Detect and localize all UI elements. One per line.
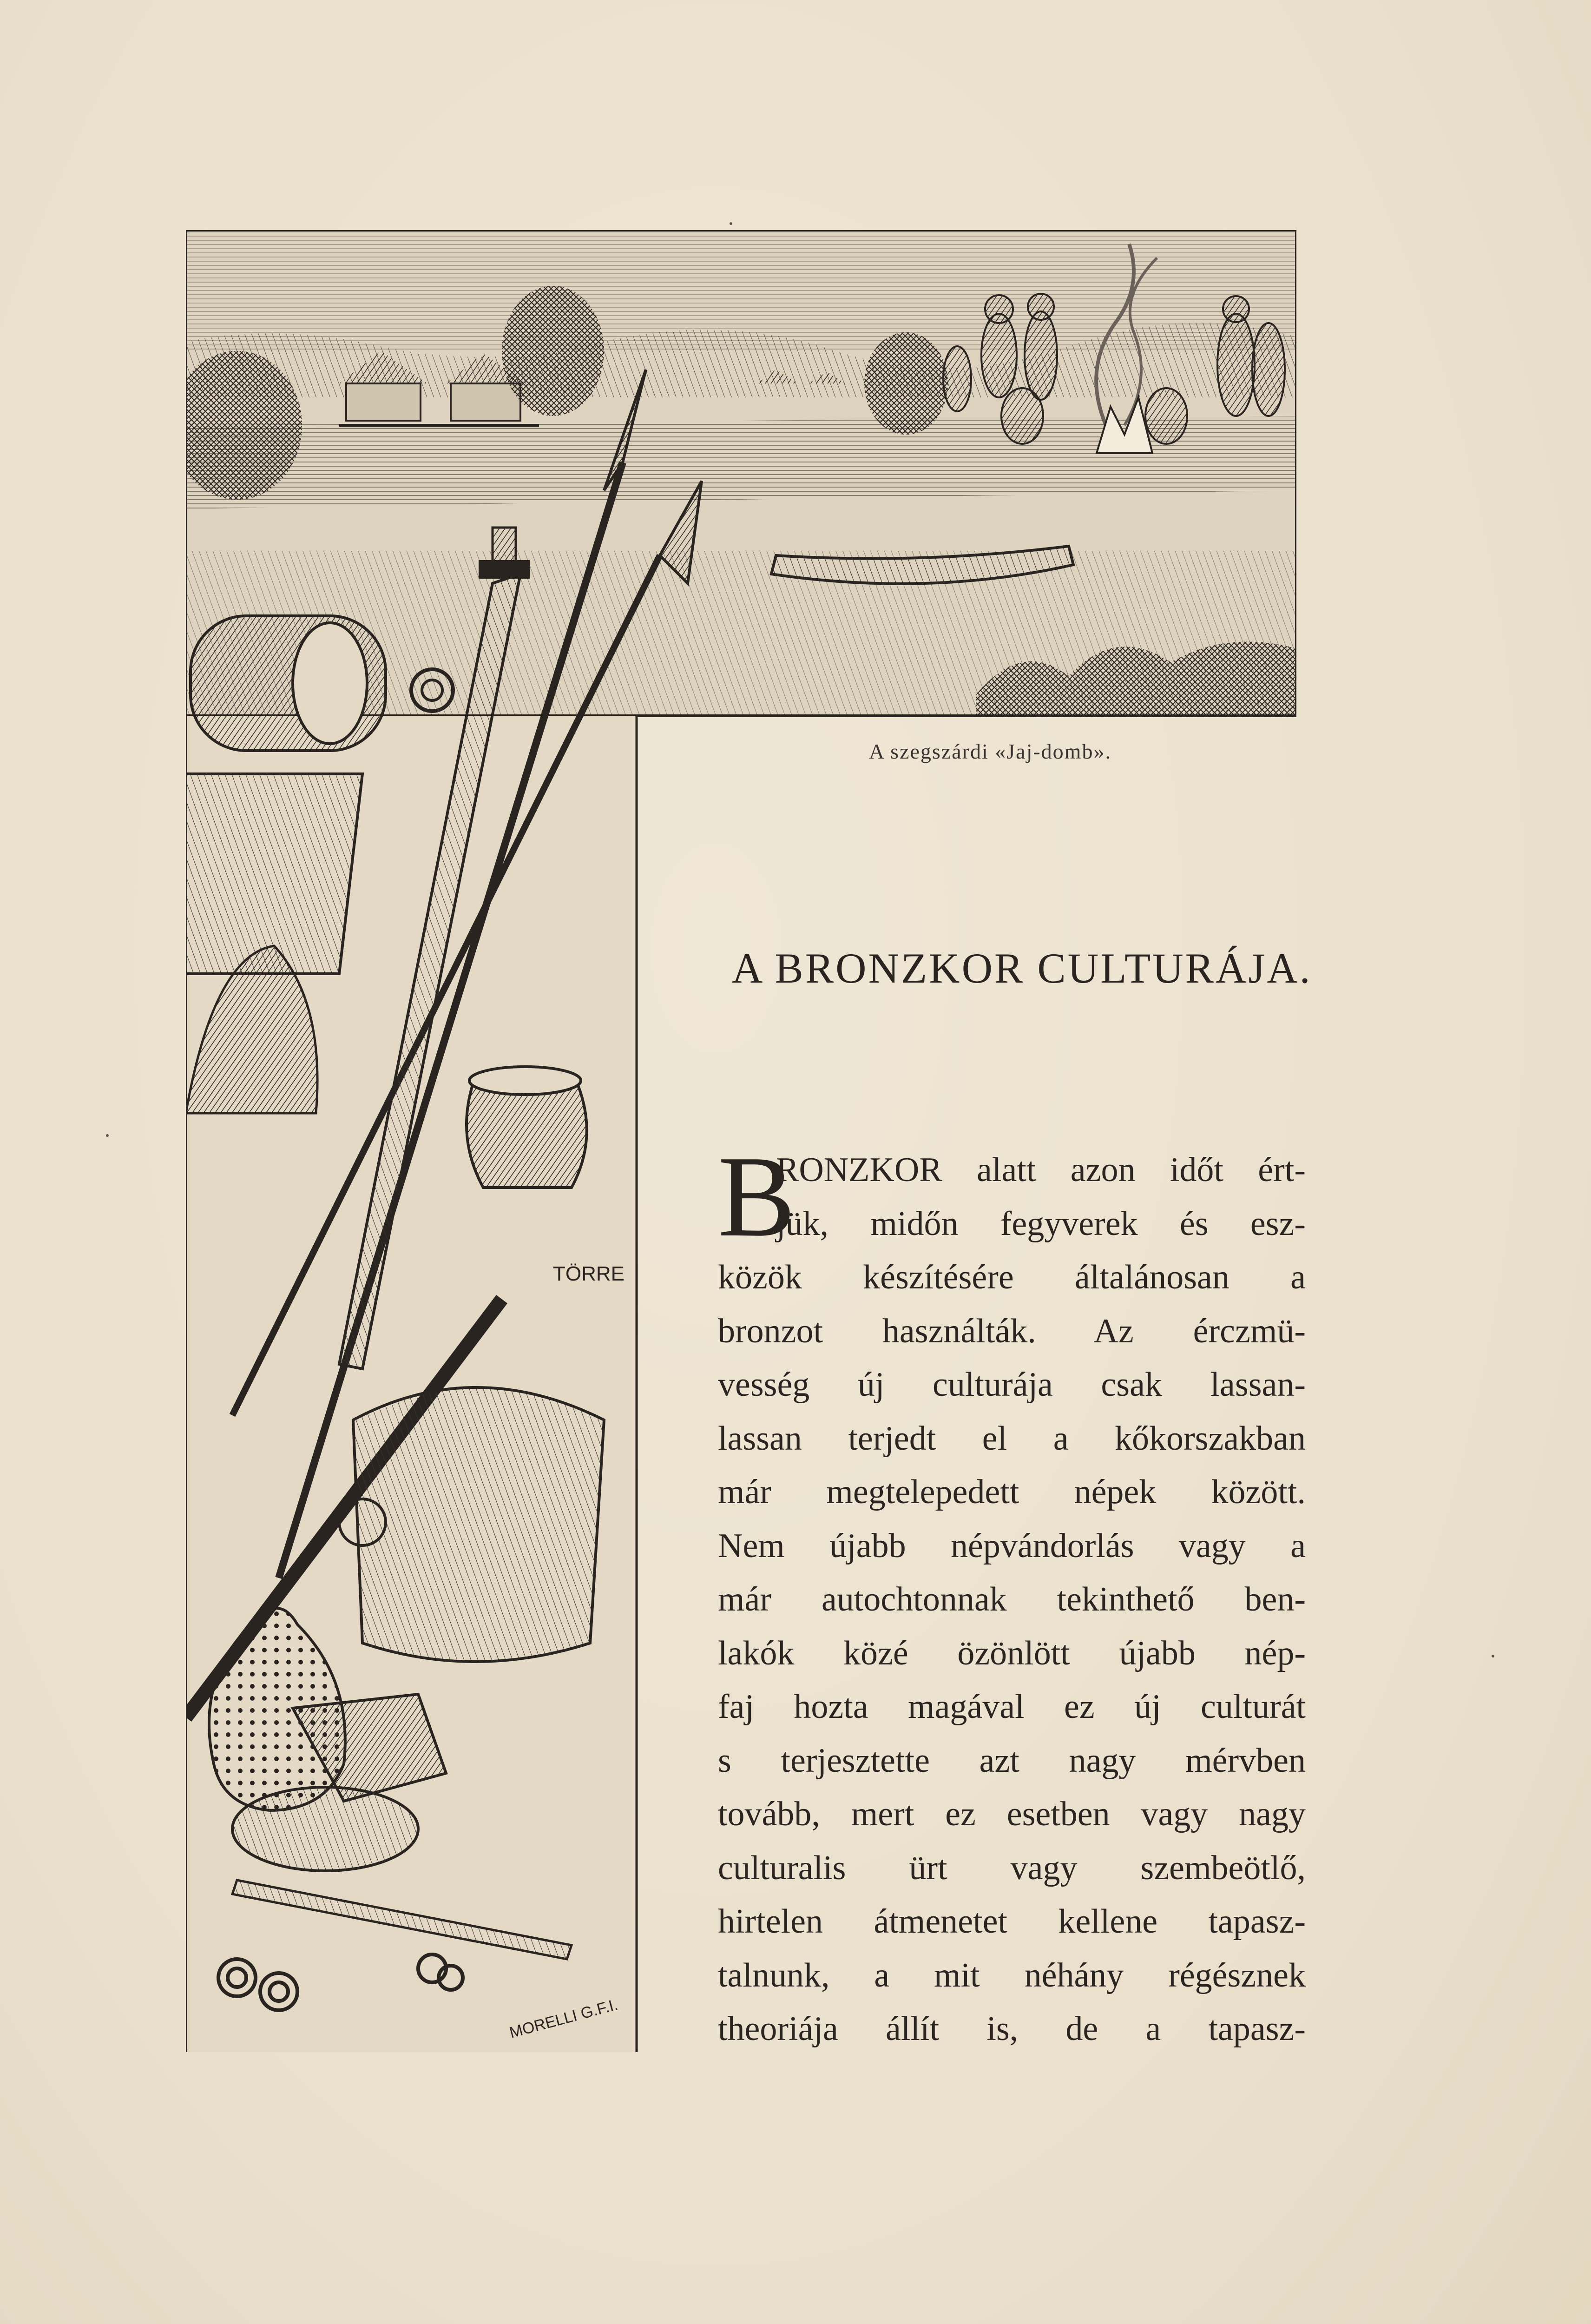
text-line: s terjesztette azt nagy mérvben	[718, 1741, 1306, 1780]
text-line: jük, midőn fegyverek és esz-	[776, 1204, 1306, 1243]
text-line: lakók közé özönlött újabb nép-	[718, 1634, 1306, 1672]
illustration-caption: A szegszárdi «Jaj-domb».	[869, 739, 1111, 763]
drop-cap: B	[718, 1132, 796, 1261]
text-line: vesség új culturája csak lassan-	[718, 1366, 1306, 1404]
text-line: már autochtonnak tekinthető ben-	[718, 1580, 1306, 1618]
text-line: culturalis ürt vagy szembeötlő,	[718, 1849, 1306, 1887]
text-line: tovább, mert ez esetben vagy nagy	[718, 1795, 1306, 1833]
text-line: RONZKOR alatt azon időt ért-	[776, 1151, 1306, 1189]
text-line: Nem újabb népvándorlás vagy a	[718, 1526, 1306, 1565]
text-line: bronzot használták. Az érczmü-	[718, 1312, 1306, 1350]
text-line: lassan terjedt el a kőkorszakban	[718, 1419, 1306, 1458]
text-line: már megtelepedett népek között.	[718, 1473, 1306, 1511]
print-speck	[730, 222, 732, 225]
print-speck	[106, 1134, 109, 1137]
print-speck	[1492, 1655, 1494, 1657]
text-line: közök készítésére általánosan a	[718, 1258, 1306, 1296]
text-line: faj hozta magával ez új culturát	[718, 1688, 1306, 1726]
body-paragraph	[718, 1132, 1306, 2056]
artist-signature-torre: TÖRRE	[553, 1262, 625, 1285]
text-line: talnunk, a mit néhány régésznek	[718, 1956, 1306, 1994]
text-line: theoriája állít is, de a tapasz-	[718, 2010, 1306, 2048]
artist-signature-morelli: MORELLI G.F.I.	[507, 1995, 620, 2042]
chapter-title: A BRONZKOR CULTURÁJA.	[732, 944, 1312, 992]
text-line: hirtelen átmenetet kellene tapasz-	[718, 1902, 1306, 1941]
